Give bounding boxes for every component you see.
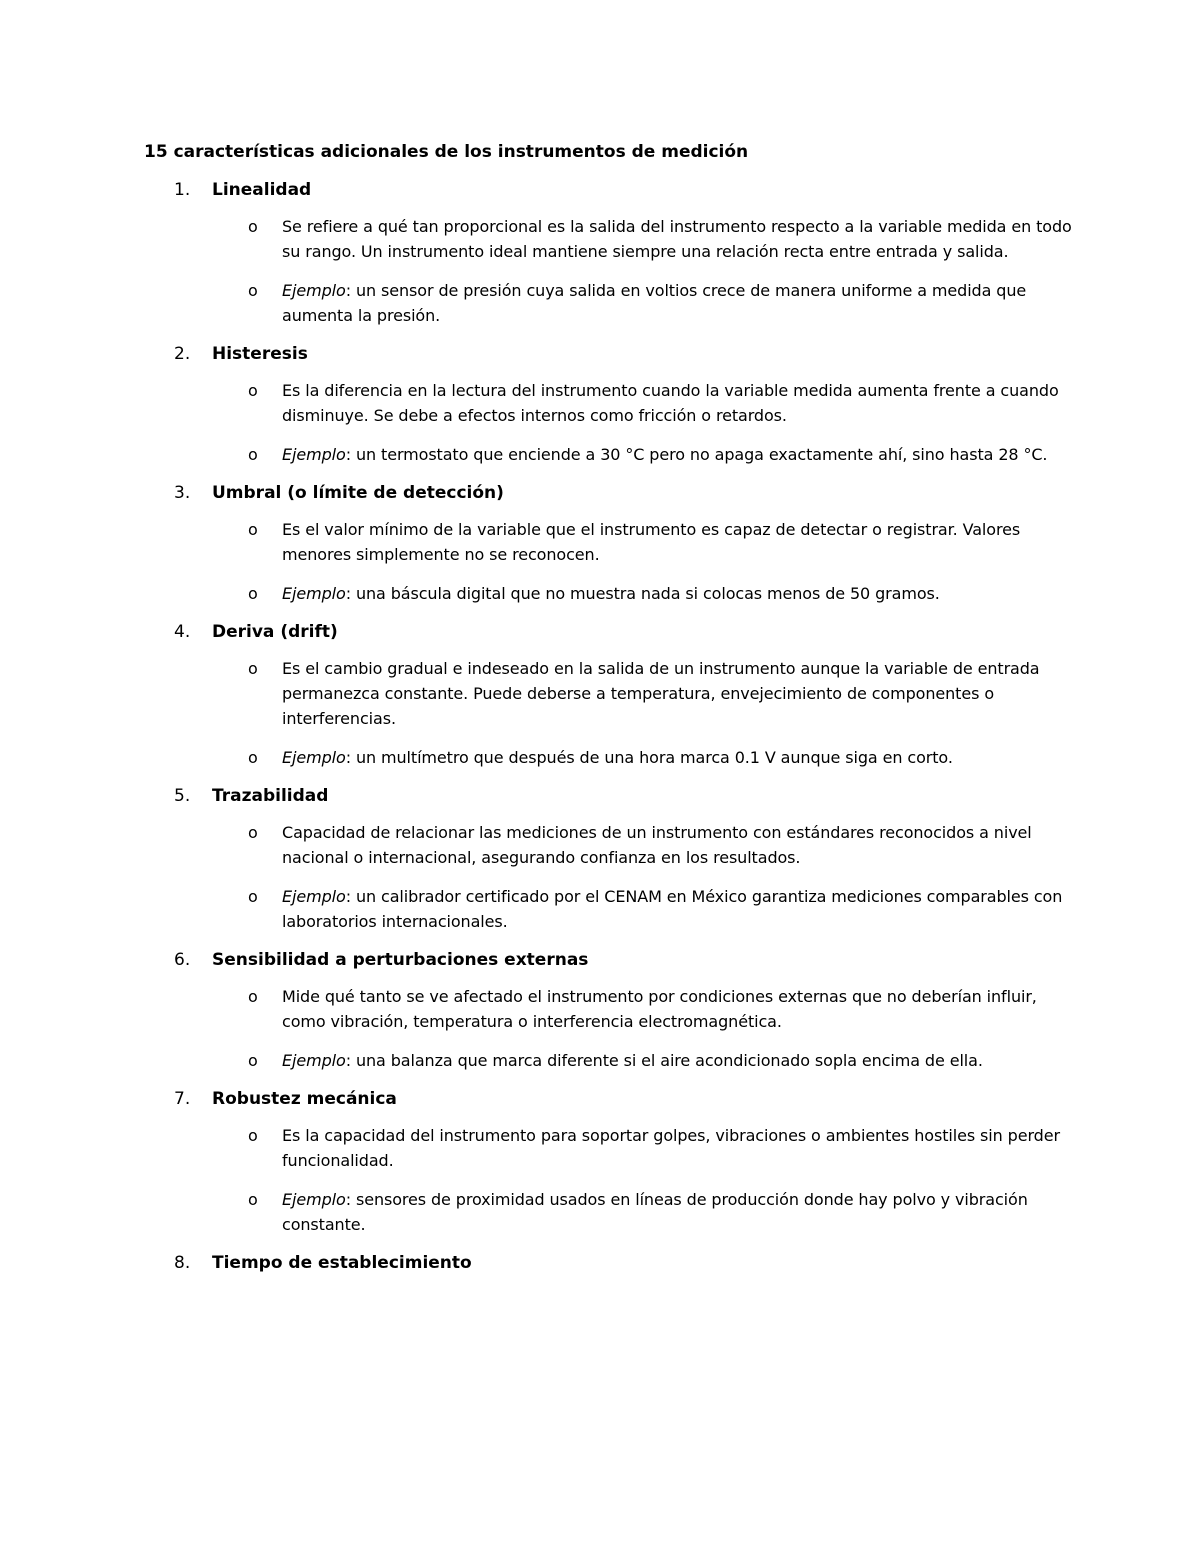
- example-label: Ejemplo: [282, 1190, 346, 1209]
- document-title: 15 características adicionales de los instrumentos de medición: [144, 142, 749, 162]
- definition-text: Es el cambio gradual e indeseado en la salida de un instrumento aunque la variable de entrada permanezca constante. Puede deberse a temperatura, envejecimiento de componentes o interferencias.: [282, 659, 1040, 728]
- section-heading: [144, 342, 1074, 366]
- example-body: : un termostato que enciende a 30 °C pero no apaga exactamente ahí, sino hasta 28 °C.: [345, 445, 1048, 464]
- definition-bullet: [144, 656, 1074, 731]
- section-umbral: [144, 481, 1074, 606]
- definition-text: Mide qué tanto se ve afectado el instrumento por condiciones externas que no deberían influir, como vibración, temperatura o interferencia electromagnética.: [282, 987, 1037, 1031]
- definition-bullet: [144, 820, 1074, 870]
- bullet-marker: o: [248, 520, 258, 539]
- bullet-marker: o: [248, 1190, 258, 1209]
- section-heading: [144, 178, 1074, 202]
- section-number: 4.: [174, 622, 191, 642]
- example-body: : una báscula digital que no muestra nada si colocas menos de 50 gramos.: [345, 584, 940, 603]
- example-bullet: [144, 745, 1074, 770]
- section-heading: [144, 481, 1074, 505]
- example-text: [282, 281, 1026, 325]
- example-body: : un calibrador certificado por el CENAM en México garantiza mediciones comparables con laboratorios internacionales.: [282, 887, 1063, 931]
- example-text: [282, 445, 1047, 464]
- section-number: 6.: [174, 950, 191, 970]
- section-trazabilidad: [144, 784, 1074, 934]
- section-title: Linealidad: [212, 180, 312, 200]
- section-number: 7.: [174, 1089, 191, 1109]
- section-title: Umbral (o límite de detección): [212, 483, 504, 503]
- bullet-marker: o: [248, 584, 258, 603]
- bullet-marker: o: [248, 748, 258, 767]
- definition-bullet: [144, 984, 1074, 1034]
- example-body: : una balanza que marca diferente si el aire acondicionado sopla encima de ella.: [345, 1051, 983, 1070]
- example-bullet: [144, 1187, 1074, 1237]
- bullet-marker: o: [248, 659, 258, 678]
- section-title: Trazabilidad: [212, 786, 329, 806]
- section-title: Sensibilidad a perturbaciones externas: [212, 950, 589, 970]
- bullet-marker: o: [248, 381, 258, 400]
- section-title: Histeresis: [212, 344, 308, 364]
- definition-bullet: [144, 378, 1074, 428]
- example-label: Ejemplo: [282, 281, 346, 300]
- section-histeresis: [144, 342, 1074, 467]
- example-bullet: [144, 581, 1074, 606]
- definition-bullet: [144, 1123, 1074, 1173]
- section-heading: [144, 948, 1074, 972]
- section-title: Robustez mecánica: [212, 1089, 397, 1109]
- section-robustez-mecanica: [144, 1087, 1074, 1237]
- section-heading: [144, 784, 1074, 808]
- definition-text: Es la diferencia en la lectura del instrumento cuando la variable medida aumenta frente a cuando disminuye. Se debe a efectos internos como fricción o retardos.: [282, 381, 1059, 425]
- example-body: : un sensor de presión cuya salida en voltios crece de manera uniforme a medida que aumenta la presión.: [282, 281, 1027, 325]
- example-text: [282, 584, 940, 603]
- example-label: Ejemplo: [282, 584, 346, 603]
- bullet-marker: o: [248, 987, 258, 1006]
- section-number: 5.: [174, 786, 191, 806]
- section-number: 1.: [174, 180, 191, 200]
- section-heading: [144, 620, 1074, 644]
- section-title: Deriva (drift): [212, 622, 338, 642]
- definition-text: Es el valor mínimo de la variable que el instrumento es capaz de detectar o registrar. Valores menores simplemente no se reconocen.: [282, 520, 1021, 564]
- example-label: Ejemplo: [282, 748, 346, 767]
- section-linealidad: [144, 178, 1074, 328]
- bullet-marker: o: [248, 445, 258, 464]
- bullet-marker: o: [248, 1126, 258, 1145]
- bullet-marker: o: [248, 217, 258, 236]
- example-text: [282, 1190, 1028, 1234]
- section-number: 2.: [174, 344, 191, 364]
- section-number: 3.: [174, 483, 191, 503]
- section-heading: [144, 1087, 1074, 1111]
- definition-text: Es la capacidad del instrumento para soportar golpes, vibraciones o ambientes hostiles sin perder funcionalidad.: [282, 1126, 1060, 1170]
- section-sensibilidad-perturbaciones: [144, 948, 1074, 1073]
- example-bullet: [144, 1048, 1074, 1073]
- bullet-marker: o: [248, 823, 258, 842]
- bullet-marker: o: [248, 887, 258, 906]
- bullet-marker: o: [248, 1051, 258, 1070]
- example-bullet: [144, 442, 1074, 467]
- example-label: Ejemplo: [282, 887, 346, 906]
- example-body: : sensores de proximidad usados en líneas de producción donde hay polvo y vibración constante.: [282, 1190, 1028, 1234]
- example-bullet: [144, 278, 1074, 328]
- section-heading: [144, 1251, 1074, 1275]
- example-body: : un multímetro que después de una hora marca 0.1 V aunque siga en corto.: [345, 748, 953, 767]
- example-text: [282, 1051, 983, 1070]
- definition-bullet: [144, 517, 1074, 567]
- example-label: Ejemplo: [282, 1051, 346, 1070]
- example-text: [282, 748, 953, 767]
- example-text: [282, 887, 1062, 931]
- example-label: Ejemplo: [282, 445, 346, 464]
- section-tiempo-establecimiento: [144, 1251, 1074, 1275]
- example-bullet: [144, 884, 1074, 934]
- definition-text: Se refiere a qué tan proporcional es la salida del instrumento respecto a la variable medida en todo su rango. Un instrumento ideal mantiene siempre una relación recta entre entrada y salida.: [282, 217, 1072, 261]
- document-body: [144, 140, 1074, 1287]
- section-number: 8.: [174, 1253, 191, 1273]
- bullet-marker: o: [248, 281, 258, 300]
- section-deriva: [144, 620, 1074, 770]
- definition-bullet: [144, 214, 1074, 264]
- section-title: Tiempo de establecimiento: [212, 1253, 472, 1273]
- definition-text: Capacidad de relacionar las mediciones de un instrumento con estándares reconocidos a nivel nacional o internacional, asegurando confianza en los resultados.: [282, 823, 1032, 867]
